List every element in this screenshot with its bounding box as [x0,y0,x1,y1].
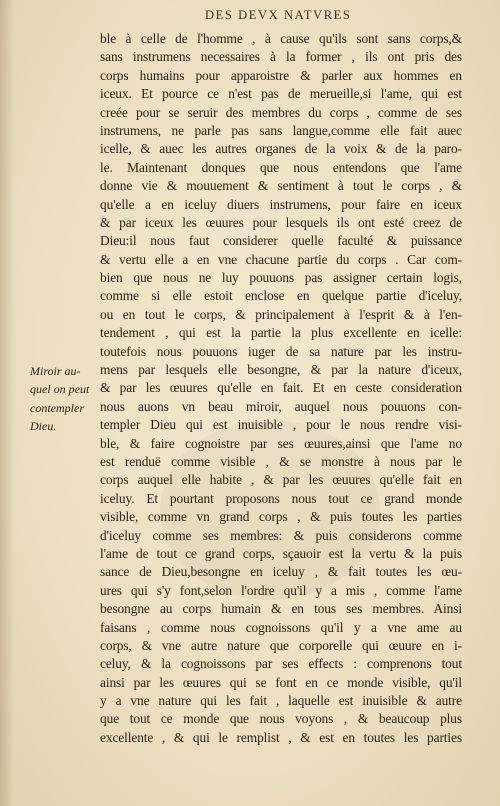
text-line: sance de Dieu,besongne en iceluy , & fait toutes les œu- [100,564,462,580]
text-line: sans instrumens necessaires à la former , ils ont pris des [100,49,462,65]
text-line: & par les œuures qu'elle en fait. Et en ceste consideration [100,380,462,396]
text-line: y a vne nature qui les fait , laquelle est inuisible & autre [100,693,462,709]
margin-note-line: Miroir au- [30,364,81,378]
text-line: le. Maintenant donques que nous entendons que l'ame [100,159,462,175]
text-line: mens par lesquels elle besongne, & par la nature d'iceux, [100,362,462,378]
text-line: excellente , & qui le remplist , & est en toutes les parties [100,729,462,745]
text-line: que tout ce monde que nous voyons , & beaucoup plus [100,711,462,727]
text-line: ble, & faire cognoistre par ses œuures,ainsi que l'ame no [100,435,462,451]
text-line: & vertu elle a en vne chacune partie du corps . Car com- [100,251,462,267]
text-line: corps humains pour apparoistre & parler aux hommes en [100,67,462,83]
text-line: templer Dieu qui est inuisible , pour le nous rendre visi- [100,417,462,433]
text-line: toutefois nous pouuons iuger de sa nature par les instru- [100,343,462,359]
text-line: instrumens, ne parle pas sans langue,comme elle fait auec [100,122,462,138]
margin-note-line: quel on peut [30,382,90,397]
text-line: ures qui s'y font,selon l'ordre qu'il y a mis , comme l'ame [100,582,462,598]
text-line: est renduë comme visible , & se monstre à nous par le [100,453,462,469]
text-line: nous auons vn beau miroir, auquel nous pouuons con- [100,398,462,414]
text-line: celuy, & la cognoissons par ses effects : comprenons tout [100,656,462,672]
running-head: DES DEVX NATVRES [205,8,352,22]
text-line: & par iceux les œuures pour lesquels ils ont esté creez de [100,214,462,230]
text-line: bien que nous ne luy pouuons pas assigner certain logis, [100,270,462,286]
text-line: comme si elle estoit enclose en quelque partie d'iceluy, [100,288,462,304]
text-line: besongne au corps humain & en tous ses membres. Ainsi [100,601,462,617]
text-line: icelle, & auec les autres organes de la voix & de la paro- [100,141,462,157]
text-line: iceluy. Et pourtant proposons nous tout ce grand monde [100,490,462,506]
text-line: ainsi par les œuures qui se font en ce monde visible, qu'il [100,674,462,690]
text-line: Dieu:il nous faut considerer quelle faculté & puissance [100,233,462,249]
text-line: faisans , comme nous cognoissons qu'il y a vne ame au [100,619,462,635]
text-line: qu'elle a en iceluy diuers instrumens, pour faire en iceux [100,196,462,212]
text-line: corps auquel elle habite , & par les œuures qu'elle fait en [100,472,462,488]
body-text [100,30,462,747]
text-line: visible, comme vn grand corps , & puis toutes les parties [100,509,462,525]
text-line: corps, & vne autre nature que corporelle qui œuure en i- [100,637,462,653]
text-line: donne vie & mouuement & sentiment à tout le corps , & [100,178,462,194]
margin-note-line: contempler [30,400,84,415]
page-edge-shadow [0,0,14,806]
text-line: l'ame de tout ce grand corps, sçauoir est la vertu & la puis [100,545,462,561]
text-line: ble à celle de l'homme , à cause qu'ils sont sans corps,& [100,31,462,46]
text-line: iceux. Et pource ce n'est pas de merueille,si l'ame, qui est [100,86,462,102]
text-line: creée pour se seruir des membres du corps , comme de ses [100,104,462,120]
margin-note-line: Dieu. [30,419,57,434]
text-line: ou en tout le corps, & principalement à l'esprit & à l'en- [100,306,462,322]
margin-note [30,362,100,436]
text-line: d'iceluy comme ses membres: & puis considerons comme [100,527,462,543]
text-line: tendement , qui est la partie la plus excellente en icelle: [100,325,462,341]
